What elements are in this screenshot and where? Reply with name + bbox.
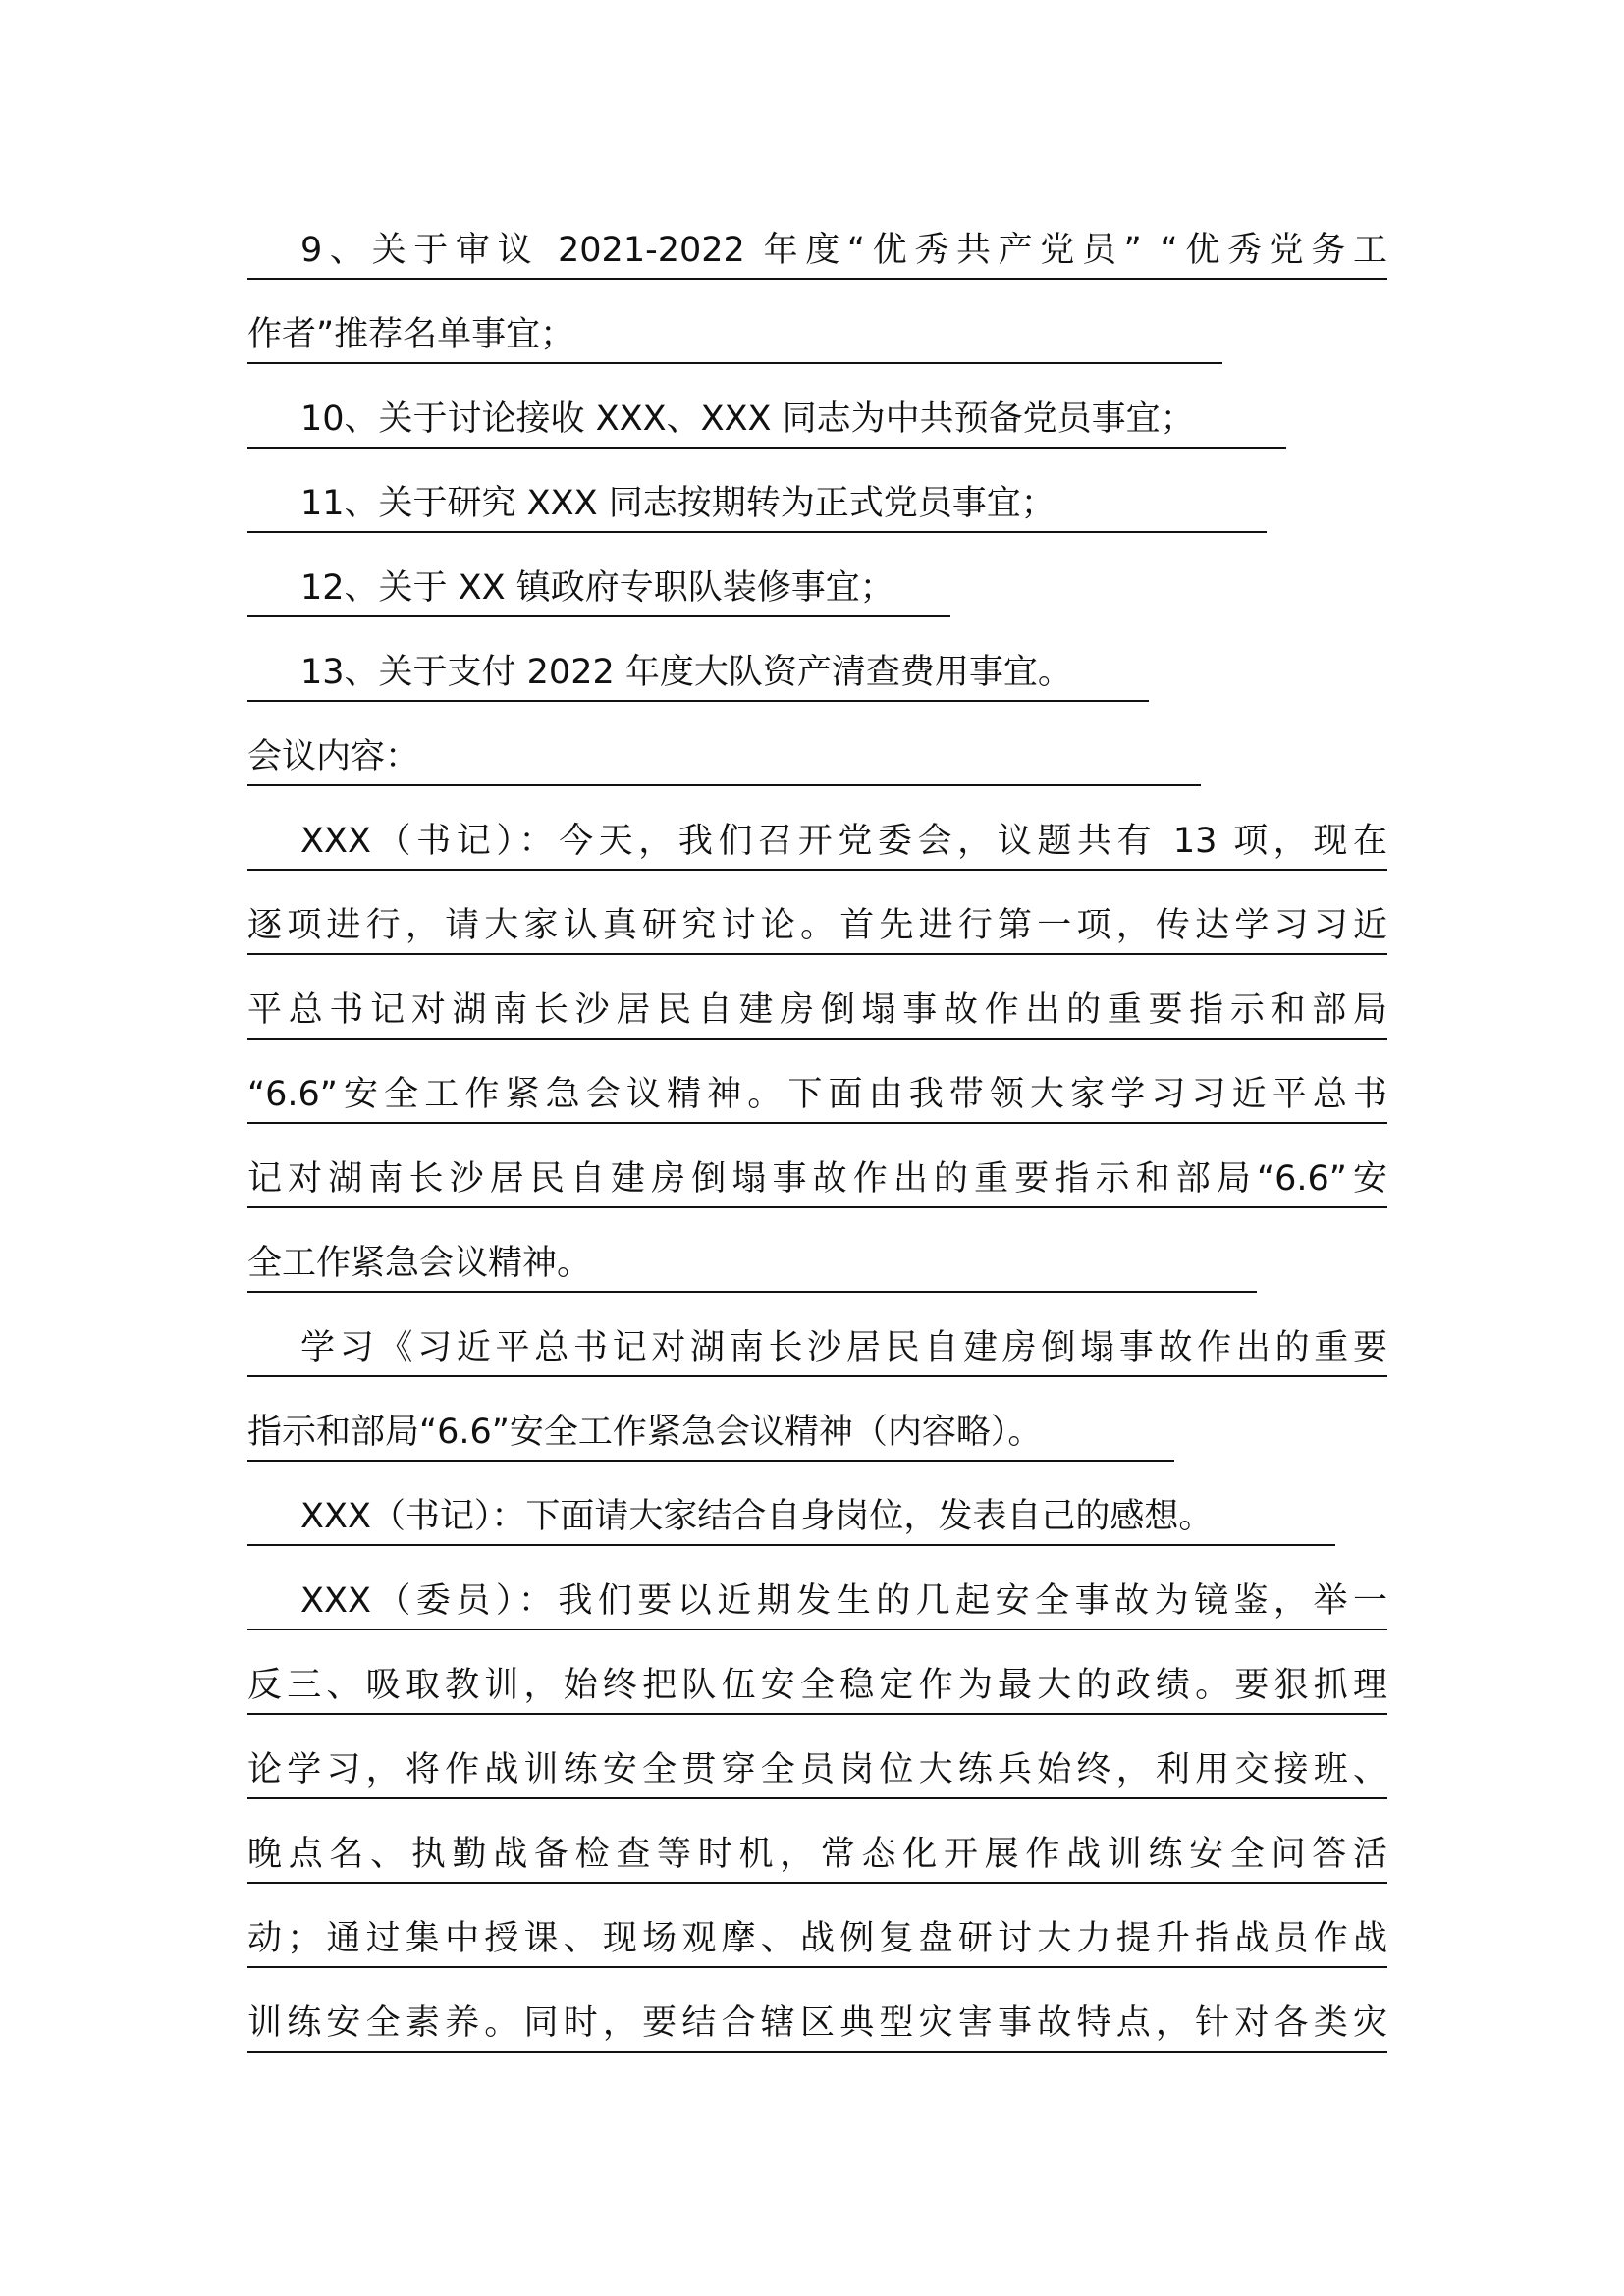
line-text: 反三、吸取教训，始终把队伍安全稳定作为最大的政绩。要狠抓理	[247, 1666, 1387, 1705]
paragraph-line	[247, 1715, 1387, 1799]
paragraph-line	[247, 1799, 1387, 1884]
line-text: 学习《习近平总书记对湖南长沙居民自建房倒塌事故作出的重要	[300, 1328, 1387, 1367]
agenda-item-13	[247, 617, 1149, 702]
paragraph-line	[247, 1630, 1387, 1715]
agenda-item-9-line-1	[247, 195, 1387, 280]
paragraph-line	[247, 1462, 1335, 1546]
line-text: 11、关于研究 XXX 同志按期转为正式党员事宜；	[300, 484, 1056, 523]
line-text: 动；通过集中授课、现场观摩、战例复盘研讨大力提升指战员作战	[247, 1919, 1387, 1958]
paragraph-line	[247, 1124, 1387, 1208]
document-page	[247, 195, 1387, 2053]
line-text: XXX（书记）：下面请大家结合自身岗位，发表自己的感想。	[300, 1497, 1214, 1536]
line-text: 指示和部局“6.6”安全工作紧急会议精神（内容略）。	[247, 1413, 1043, 1452]
paragraph-line	[247, 1968, 1387, 2053]
meeting-content-heading	[247, 702, 1201, 786]
agenda-item-9-line-2	[247, 280, 1222, 364]
paragraph-line	[247, 1377, 1174, 1462]
line-text: 论学习，将作战训练安全贯穿全员岗位大练兵始终，利用交接班、	[247, 1750, 1387, 1789]
agenda-item-11	[247, 449, 1267, 533]
paragraph-line	[247, 1546, 1387, 1630]
line-text: 13、关于支付 2022 年度大队资产清查费用事宜。	[300, 653, 1072, 692]
line-text: XXX（委员）：我们要以近期发生的几起安全事故为镜鉴，举一	[300, 1581, 1387, 1621]
line-text: “6.6”安全工作紧急会议精神。下面由我带领大家学习习近平总书	[247, 1075, 1387, 1114]
line-text: 记对湖南长沙居民自建房倒塌事故作出的重要指示和部局“6.6”安	[247, 1159, 1387, 1199]
line-text: 训练安全素养。同时，要结合辖区典型灾害事故特点，针对各类灾	[247, 2003, 1387, 2043]
agenda-item-10	[247, 364, 1286, 449]
line-text: 平总书记对湖南长沙居民自建房倒塌事故作出的重要指示和部局	[247, 990, 1387, 1030]
paragraph-line	[247, 871, 1387, 955]
line-text: 晚点名、执勤战备检查等时机，常态化开展作战训练安全问答活	[247, 1835, 1387, 1874]
line-text: XXX（书记）：今天，我们召开党委会，议题共有 13 项，现在	[300, 822, 1387, 861]
line-text: 作者”推荐名单事宜；	[247, 315, 575, 354]
line-text: 全工作紧急会议精神。	[247, 1244, 592, 1283]
line-text: 9、关于审议 2021-2022 年度“优秀共产党员” “优秀党务工	[300, 231, 1387, 270]
line-text: 会议内容：	[247, 737, 420, 776]
paragraph-line	[247, 786, 1387, 871]
agenda-item-12	[247, 533, 950, 617]
paragraph-line	[247, 955, 1387, 1040]
paragraph-line	[247, 1293, 1387, 1377]
line-text: 12、关于 XX 镇政府专职队装修事宜；	[300, 568, 894, 608]
paragraph-line	[247, 1208, 1257, 1293]
line-text: 逐项进行，请大家认真研究讨论。首先进行第一项，传达学习习近	[247, 906, 1387, 945]
paragraph-line	[247, 1040, 1387, 1124]
line-text: 10、关于讨论接收 XXX、XXX 同志为中共预备党员事宜；	[300, 400, 1195, 439]
paragraph-line	[247, 1884, 1387, 1968]
